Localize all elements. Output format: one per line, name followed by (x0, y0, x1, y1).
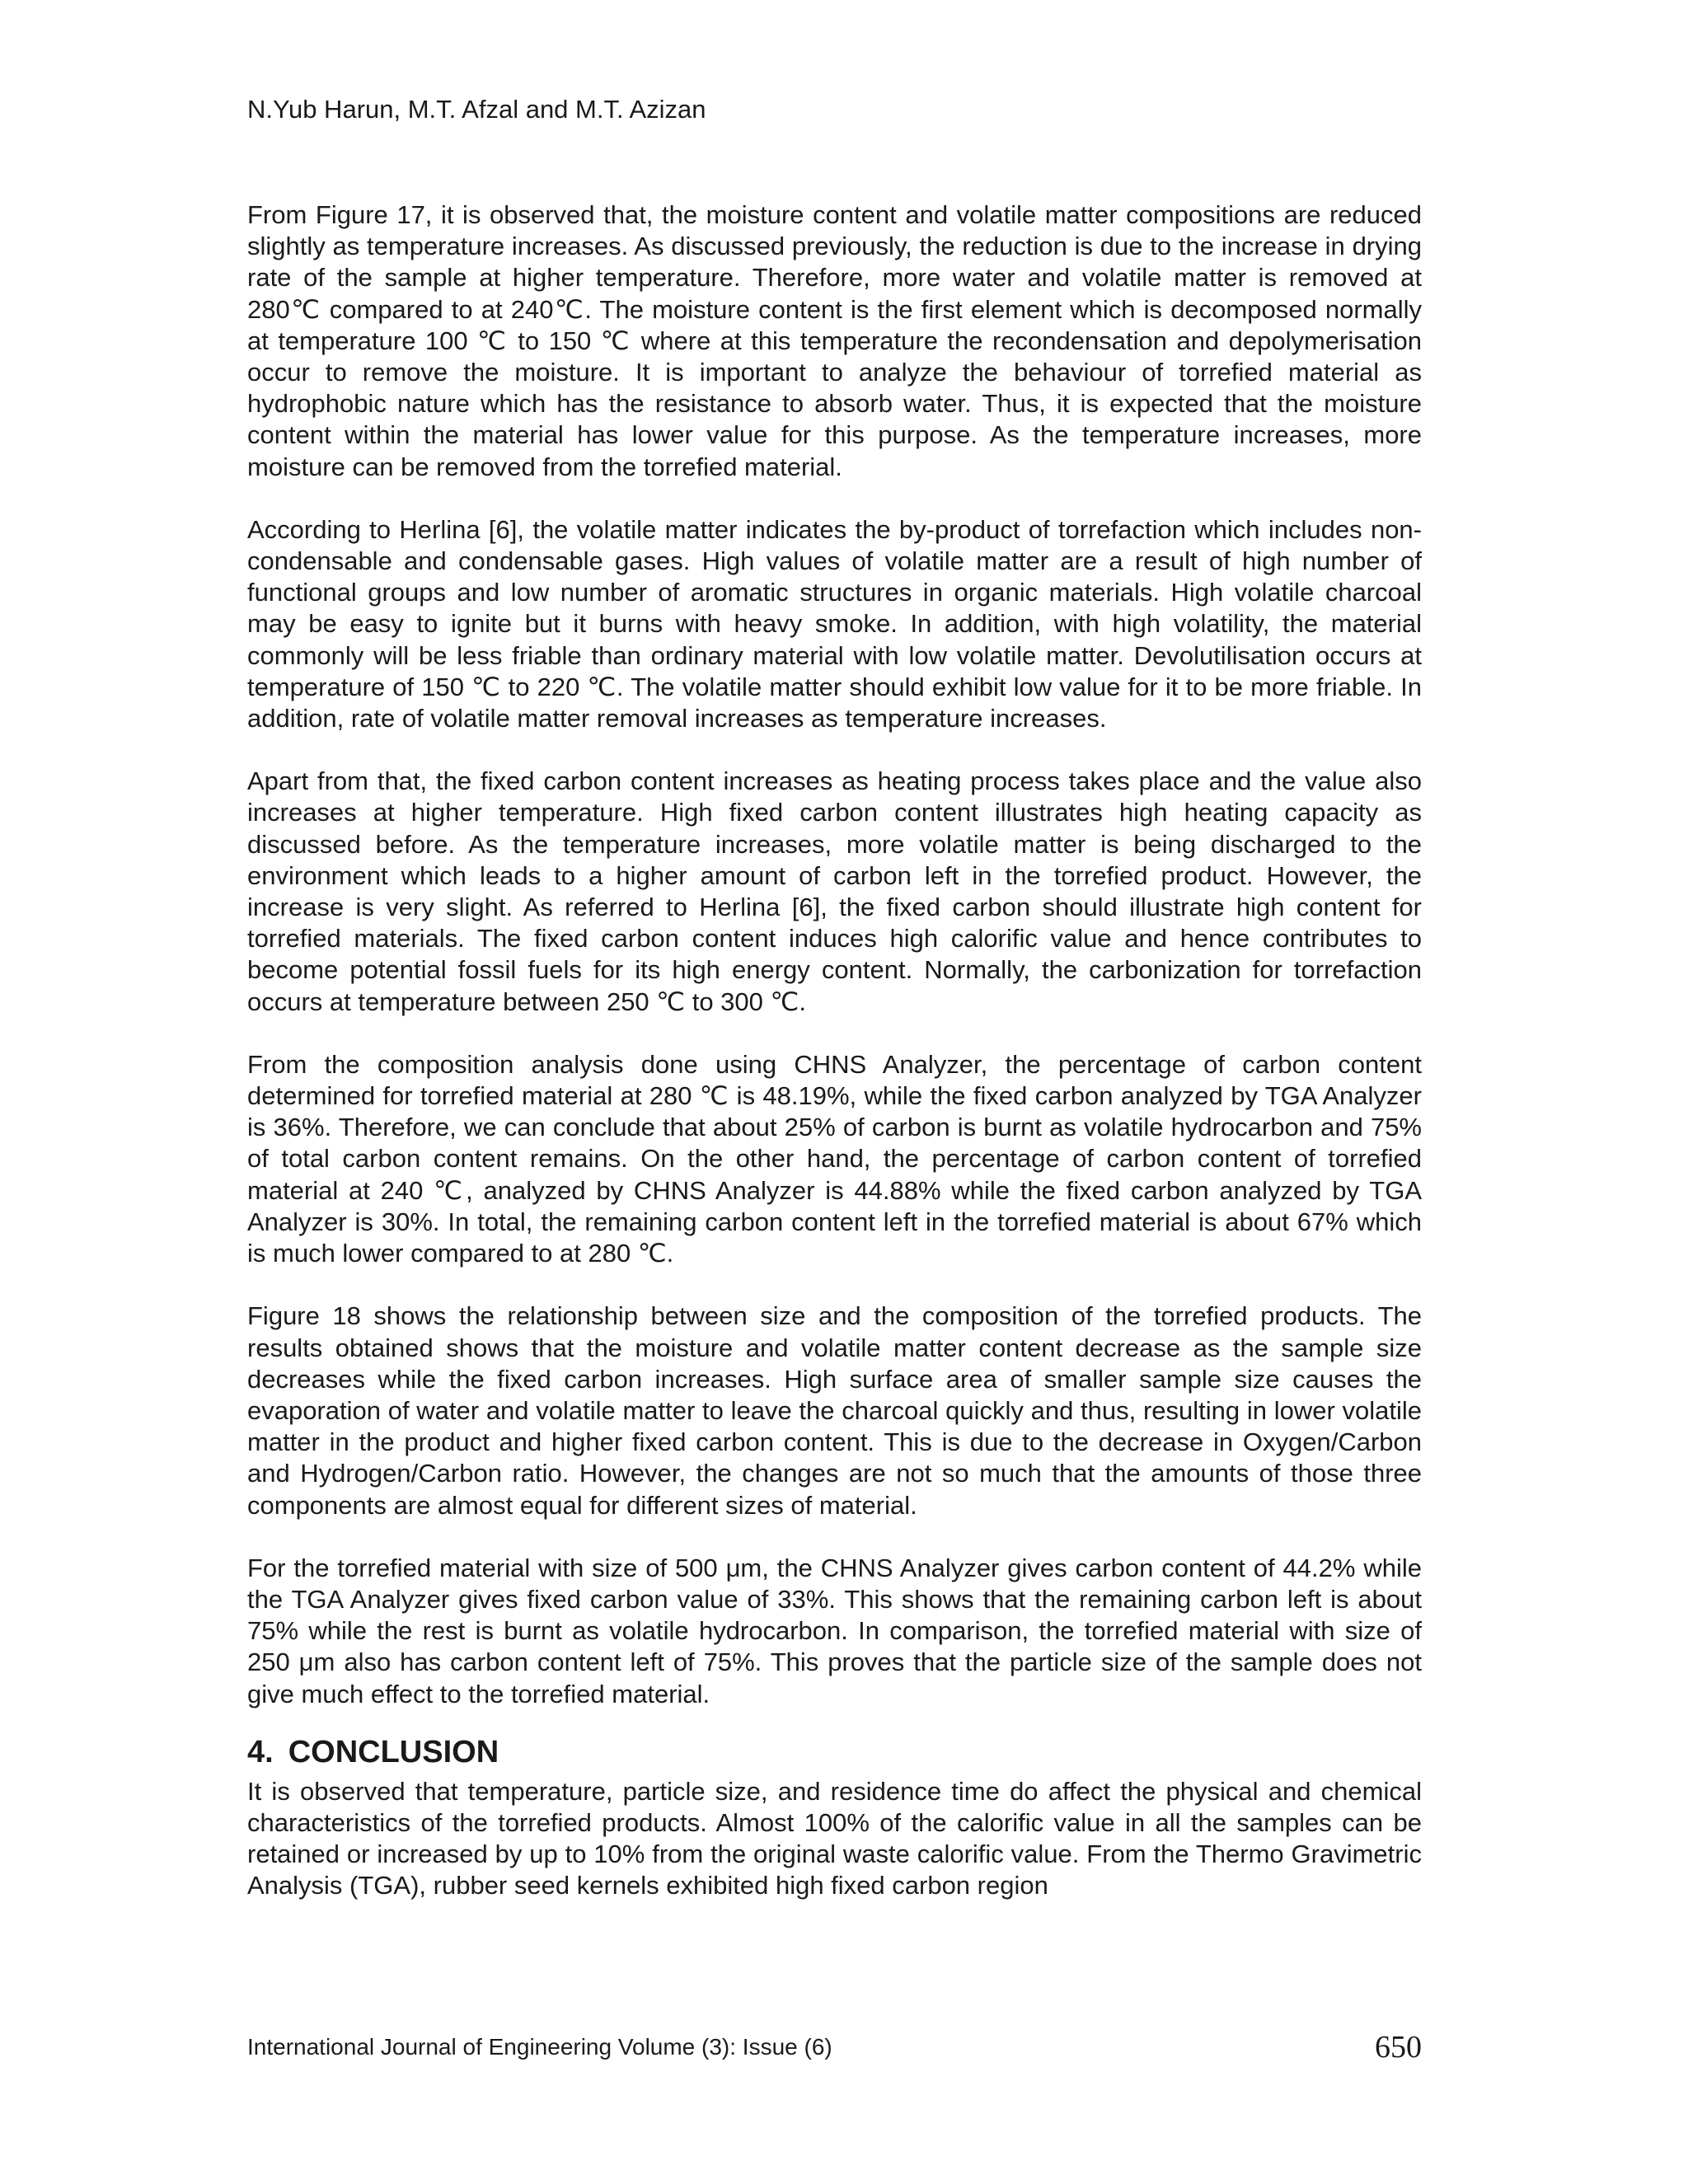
paragraph-particle-size: For the torrefied material with size of 500 μm, the CHNS Analyzer gives carbon content of 44.2% while the TGA Analyzer gives fixed carbon value of 33%. This shows that the remaining carbon left is about 75% while the rest is burnt as volatile hydrocarbon. In comparison, the torrefied material with size of 250 μm also has carbon content left of 75%. This proves that the particle size of the sample does not give much effect to the torrefied material. (247, 1553, 1422, 1708)
article-body (247, 199, 1422, 1902)
paragraph-conclusion: It is observed that temperature, particle size, and residence time do affect the physical and chemical characteristics of the torrefied products. Almost 100% of the calorific value in all the samples can be retained or increased by up to 10% from the original waste calorific value. From the Thermo Gravimetric Analysis (TGA), rubber seed kernels exhibited high fixed carbon region (247, 1776, 1422, 1900)
section-heading-conclusion (247, 1733, 1422, 1771)
paragraph-figure-17-discussion: From Figure 17, it is observed that, the moisture content and volatile matter compositions are reduced slightly as temperature increases. As discussed previously, the reduction is due to the increase in drying rate of the sample at higher temperature. Therefore, more water and volatile matter is removed at 280℃ compared to at 240℃. The moisture content is the first element which is decomposed normally at temperature 100 ℃ to 150 ℃ where at this temperature the recondensation and depolymerisation occur to remove the moisture. It is important to analyze the behaviour of torrefied material as hydrophobic nature which has the resistance to absorb water. Thus, it is expected that the moisture content within the material has lower value for this purpose. As the temperature increases, more moisture can be removed from the torrefied material. (247, 200, 1422, 481)
author-line: N.Yub Harun, M.T. Afzal and M.T. Azizan (247, 95, 706, 124)
paragraph-chns-analysis: From the composition analysis done using CHNS Analyzer, the percentage of carbon content determined for torrefied material at 280 ℃ is 48.19%, while the fixed carbon analyzed by TGA Analyzer is 36%. Therefore, we can conclude that about 25% of carbon is burnt as volatile hydrocarbon and 75% of total carbon content remains. On the other hand, the percentage of carbon content of torrefied material at 240 ℃, analyzed by CHNS Analyzer is 44.88% while the fixed carbon analyzed by TGA Analyzer is 30%. In total, the remaining carbon content left in the torrefied material is about 67% which is much lower compared to at 280 ℃. (247, 1049, 1422, 1268)
paragraph-figure-18-discussion: Figure 18 shows the relationship between size and the composition of the torrefied products. The results obtained shows that the moisture and volatile matter content decrease as the sample size decreases while the fixed carbon increases. High surface area of smaller sample size causes the evaporation of water and volatile matter to leave the charcoal quickly and thus, resulting in lower volatile matter in the product and higher fixed carbon content. This is due to the decrease in Oxygen/Carbon and Hydrogen/Carbon ratio. However, the changes are not so much that the amounts of those three components are almost equal for different sizes of material. (247, 1301, 1422, 1520)
page-number: 650 (1375, 2030, 1422, 2064)
page-footer (247, 2029, 1422, 2069)
section-title: CONCLUSION (288, 1734, 499, 1769)
paragraph-volatile-matter: According to Herlina [6], the volatile matter indicates the by-product of torrefaction which includes non-condensable and condensable gases. High values of volatile matter are a result of high number of functional groups and low number of aromatic structures in organic materials. High volatile charcoal may be easy to ignite but it burns with heavy smoke. In addition, with high volatility, the material commonly will be less friable than ordinary material with low volatile matter. Devolutilisation occurs at temperature of 150 ℃ to 220 ℃. The volatile matter should exhibit low value for it to be more friable. In addition, rate of volatile matter removal increases as temperature increases. (247, 514, 1422, 733)
paragraph-fixed-carbon: Apart from that, the fixed carbon content increases as heating process takes place and the value also increases at higher temperature. High fixed carbon content illustrates high heating capacity as discussed before. As the temperature increases, more volatile matter is being discharged to the environment which leads to a higher amount of carbon left in the torrefied product. However, the increase is very slight. As referred to Herlina [6], the fixed carbon should illustrate high content for torrefied materials. The fixed carbon content induces high calorific value and hence contributes to become potential fossil fuels for its high energy content. Normally, the carbonization for torrefaction occurs at temperature between 250 ℃ to 300 ℃. (247, 766, 1422, 1016)
section-number: 4. (247, 1734, 274, 1769)
journal-citation: International Journal of Engineering Volume (3): Issue (6) (247, 2034, 832, 2060)
running-header (247, 92, 1422, 127)
